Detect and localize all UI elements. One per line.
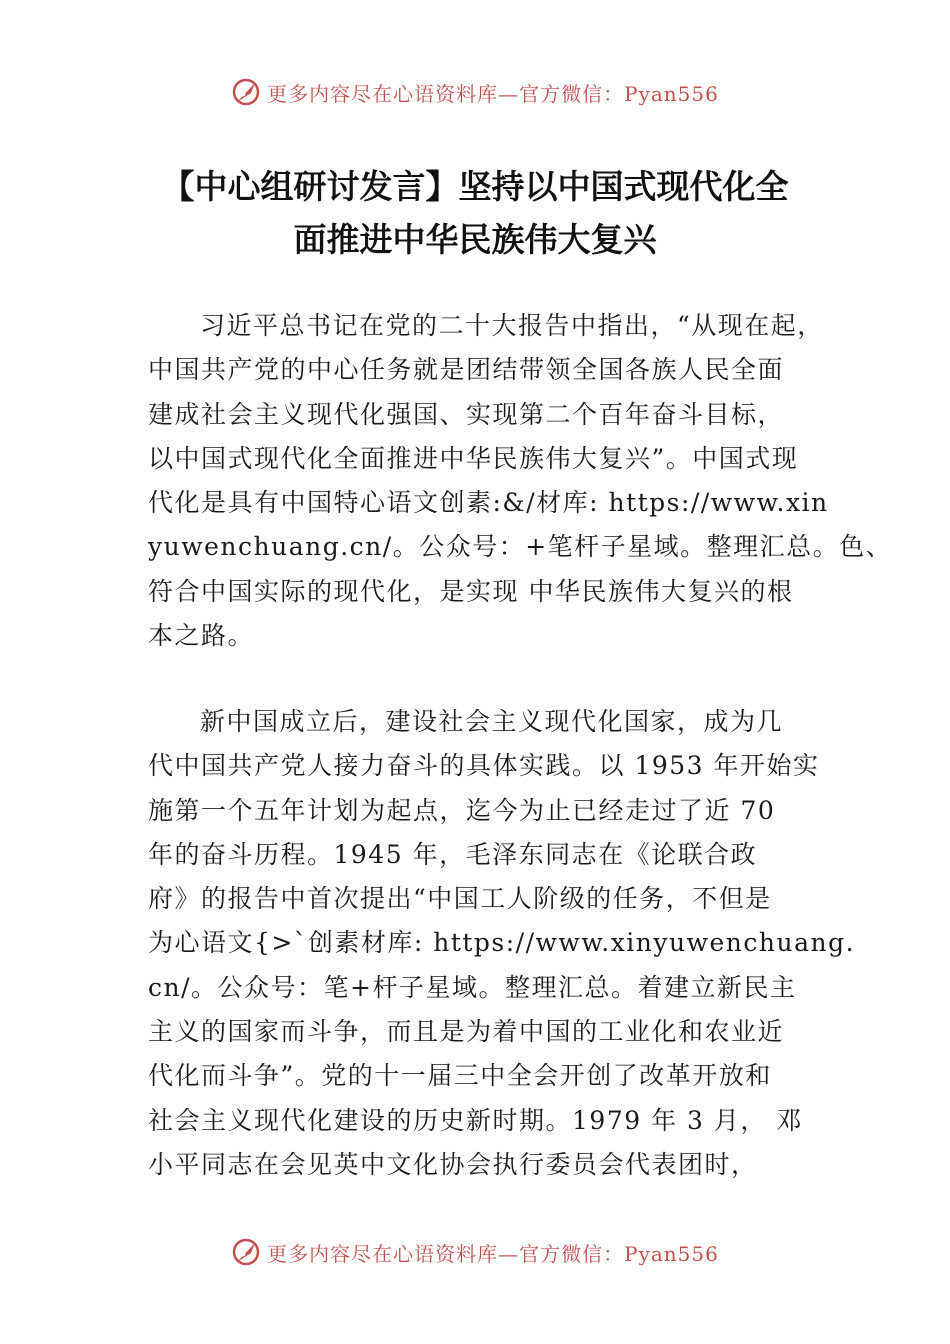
text-line: cn/。公众号：笔+杆子星域。整理汇总。着建立新民主	[148, 972, 797, 1002]
paragraph-1	[148, 304, 893, 658]
text-line: 施第一个五年计划为起点，迄今为止已经走过了近 70	[148, 795, 776, 825]
text-line: 主义的国家而斗争，而且是为着中国的工业化和农业近	[148, 1017, 785, 1047]
text-line: 为心语文{>`创素材库: https://www.xinyuwenchuang.	[148, 928, 856, 958]
text-line: 小平同志在会见英中文化协会执行委员会代表团时，	[148, 1149, 758, 1179]
text-line: 本之路。	[148, 621, 255, 651]
footer-watermark	[0, 1232, 950, 1272]
title-line: 面推进中华民族伟大复兴	[293, 220, 657, 259]
text-line: 中国共产党的中心任务就是团结带领全国各族人民全面	[148, 355, 785, 385]
text-line: 建成社会主义现代化强国、实现第二个百年奋斗目标，	[148, 399, 785, 429]
text-line: 年的奋斗历程。1945 年，毛泽东同志在《论联合政	[148, 839, 758, 869]
quill-logo-icon	[231, 1237, 261, 1267]
text-line: 府》的报告中首次提出“中国工人阶级的任务，不但是	[148, 884, 772, 914]
quill-logo-icon	[231, 77, 261, 107]
text-line: 符合中国实际的现代化，是实现 中华民族伟大复兴的根	[148, 576, 794, 606]
text-line: yuwenchuang.cn/。公众号：+笔杆子星域。整理汇总。色、	[148, 532, 893, 562]
title-line: 【中心组研讨发言】坚持以中国式现代化全	[161, 167, 789, 206]
text-line: 社会主义现代化建设的历史新时期。1979 年 3 月， 邓	[148, 1105, 803, 1135]
text-line: 习近平总书记在党的二十大报告中指出，“从现在起，	[200, 311, 824, 340]
text-line: 代化而斗争”。党的十一届三中全会开创了改革开放和	[148, 1061, 772, 1091]
text-line: 代化是具有中国特心语文创素:&/材库: https://www.xin	[148, 488, 829, 518]
text-line: 新中国成立后，建设社会主义现代化国家，成为几	[200, 707, 784, 736]
paragraph-2	[148, 700, 856, 1187]
header-watermark	[0, 72, 950, 112]
text-line: 以中国式现代化全面推进中华民族伟大复兴”。中国式现	[148, 443, 799, 473]
watermark-text: 更多内容尽在心语资料库—官方微信：Pyan556	[267, 1241, 719, 1266]
watermark-text: 更多内容尽在心语资料库—官方微信：Pyan556	[267, 81, 719, 106]
text-line: 代中国共产党人接力奋斗的具体实践。以 1953 年开始实	[148, 751, 820, 781]
document-title	[100, 160, 850, 266]
